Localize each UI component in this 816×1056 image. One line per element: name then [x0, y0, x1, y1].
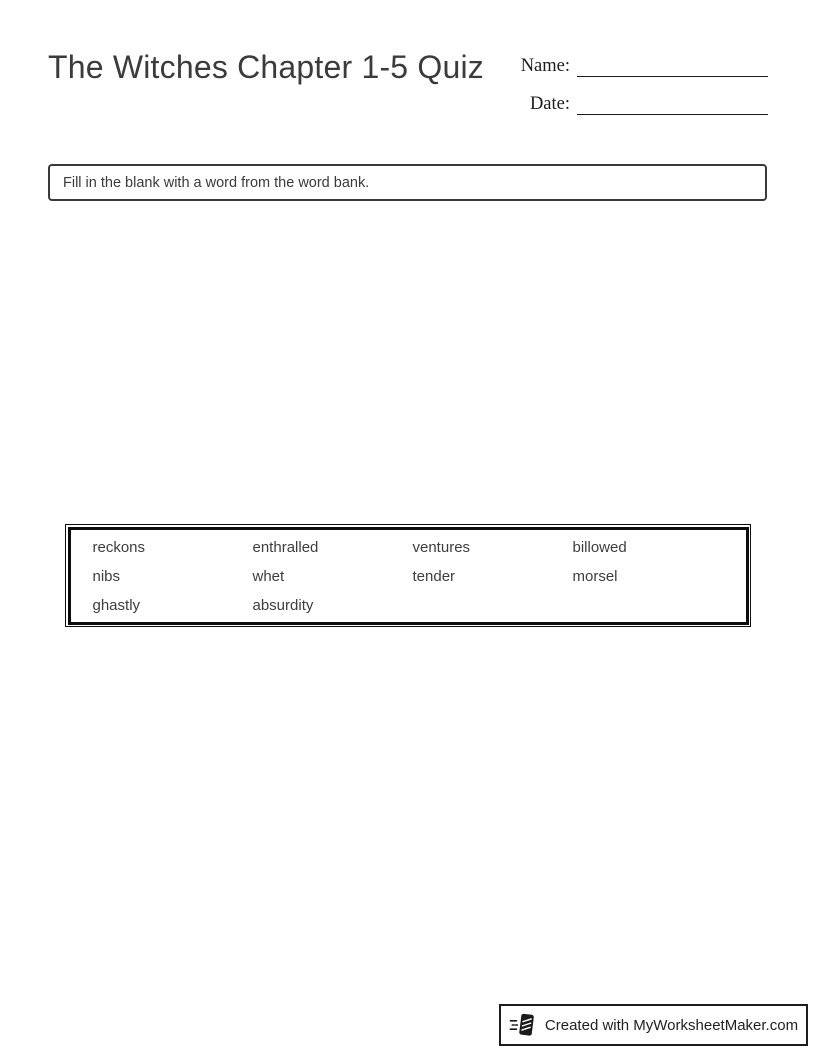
date-line	[577, 89, 768, 115]
word-bank-word: ventures	[412, 538, 471, 556]
word-bank-word: billowed	[572, 538, 627, 556]
word-bank-word: whet	[252, 567, 285, 585]
word-bank-word: nibs	[92, 567, 121, 585]
name-field-row	[519, 51, 768, 77]
instruction-text: Fill in the blank with a word from the word bank.	[63, 174, 370, 191]
date-field-row	[519, 89, 768, 115]
word-bank	[65, 524, 751, 627]
page-title: The Witches Chapter 1-5 Quiz	[48, 49, 484, 85]
word-bank-word: absurdity	[252, 596, 314, 614]
name-line	[577, 51, 768, 77]
date-label: Date:	[529, 93, 570, 114]
instruction-box	[48, 164, 767, 201]
word-bank-word: ghastly	[92, 596, 141, 614]
word-bank-word: reckons	[92, 538, 146, 556]
word-bank-word: tender	[412, 567, 456, 585]
word-bank-grid	[68, 527, 749, 625]
footer-credit-box	[499, 1004, 808, 1046]
word-bank-word: morsel	[572, 567, 618, 585]
footer-credit-text: Created with MyWorksheetMaker.com	[544, 1016, 799, 1034]
worksheet-maker-logo-icon	[509, 1011, 537, 1039]
name-label: Name:	[520, 55, 570, 76]
header-fields	[519, 51, 768, 115]
word-bank-word: enthralled	[252, 538, 319, 556]
